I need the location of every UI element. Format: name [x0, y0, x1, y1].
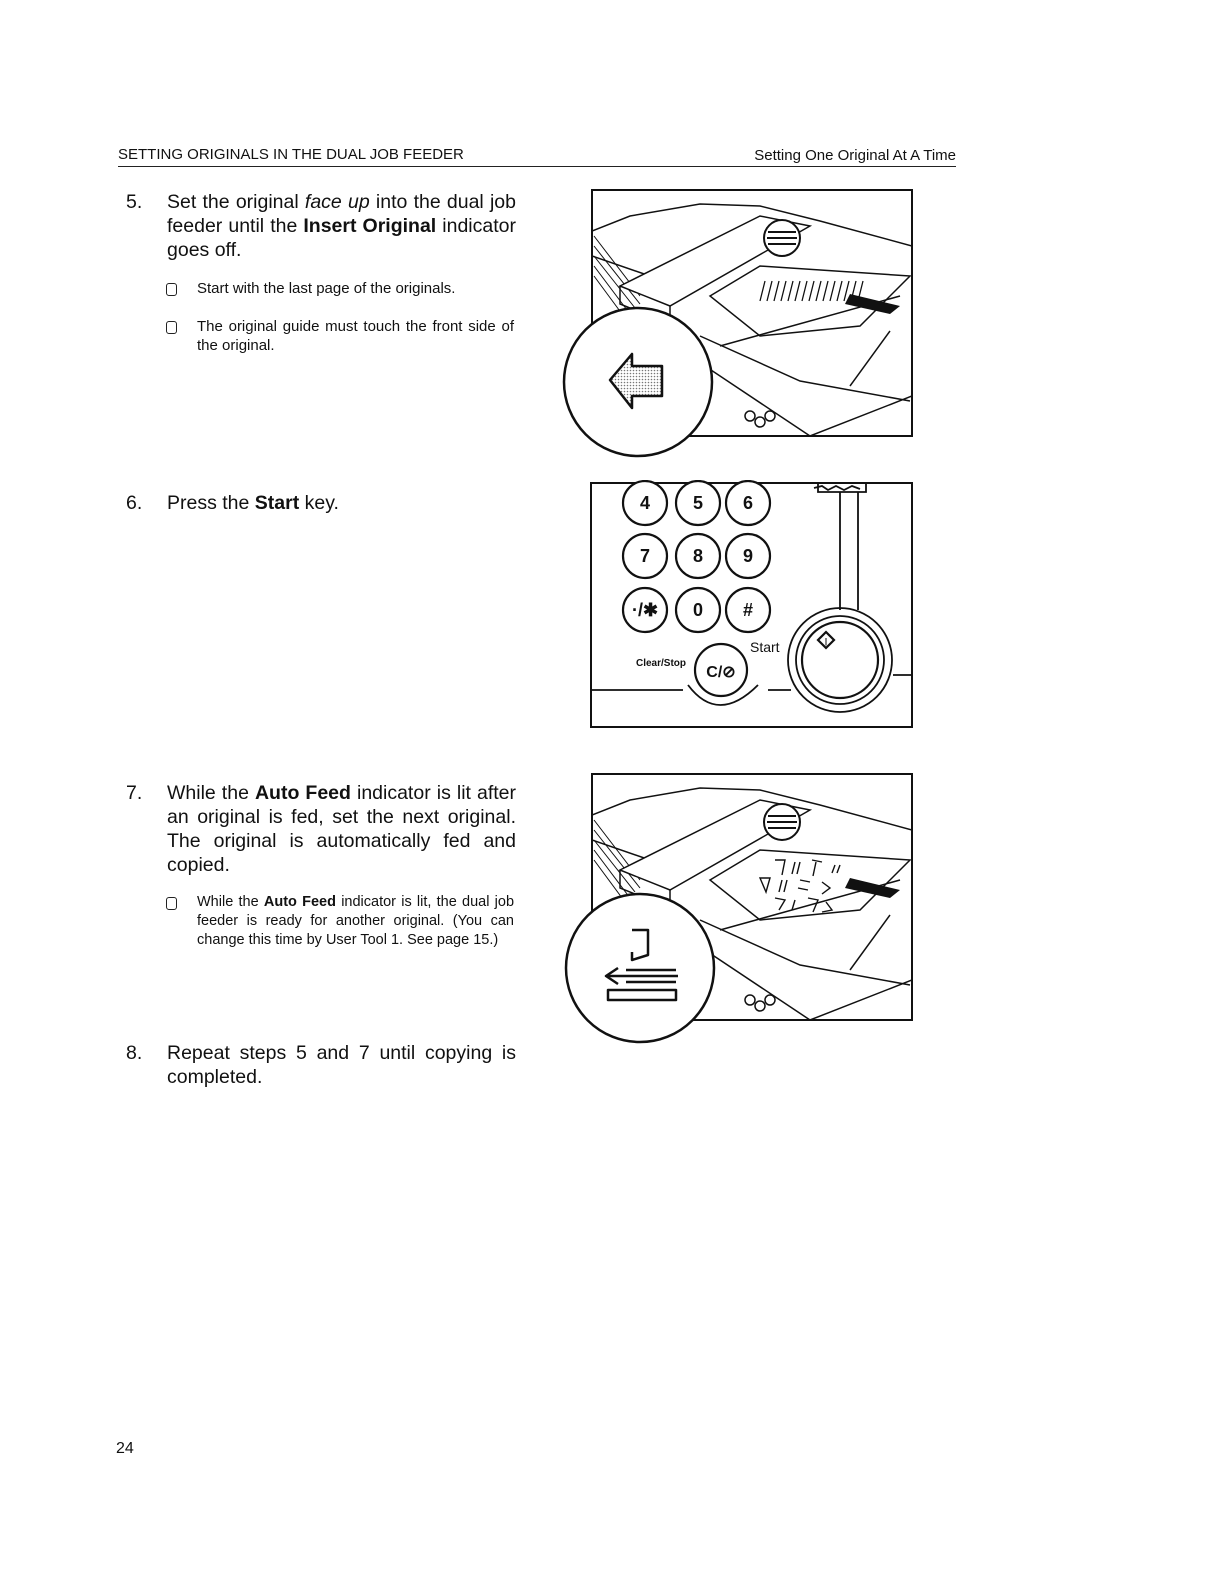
note-last-page: Start with the last page of the originals.: [166, 279, 514, 298]
running-header: [118, 146, 956, 167]
step-text: Set the original face up into the dual job feeder until the Insert Original indicator goes off.: [167, 191, 516, 261]
step-number: 7.: [126, 782, 143, 804]
key-8: 8: [692, 546, 704, 566]
feeder-insert-original-figure: [560, 186, 920, 464]
section-title: Setting One Original At A Time: [754, 147, 956, 164]
clear-stop-key: C/⊘: [706, 664, 736, 681]
note-original-guide: The original guide must touch the front side of the original.: [166, 317, 514, 355]
key-7: 7: [639, 546, 651, 566]
key-0: 0: [692, 600, 704, 620]
step-5: [126, 190, 516, 262]
checkbox-bullet-icon: [166, 321, 177, 334]
page-number: 24: [116, 1440, 134, 1457]
step-7: [126, 781, 516, 877]
key-hash: #: [742, 600, 754, 620]
key-6: 6: [742, 493, 754, 513]
start-label: Start: [750, 639, 780, 655]
feeder-auto-feed-figure: [560, 770, 920, 1048]
chapter-title: SETTING ORIGINALS IN THE DUAL JOB FEEDER: [118, 146, 464, 163]
note-auto-feed: While the Auto Feed indicator is lit, the dual job feeder is ready for another original. (You can change this time by User Tool 1. See page 15.): [166, 893, 514, 950]
clear-stop-label: Clear/Stop: [636, 658, 687, 669]
key-star: ·/✱: [631, 600, 659, 620]
step-number: 6.: [126, 492, 143, 514]
step-8: [126, 1041, 516, 1089]
svg-text:|: |: [824, 637, 828, 646]
key-5: 5: [692, 493, 704, 513]
key-4: 4: [639, 493, 651, 513]
step-6: [126, 491, 516, 515]
step-text: While the Auto Feed indicator is lit after an original is fed, set the next original. The original is automatically fed and copied.: [167, 782, 517, 876]
keypad-start-figure: [588, 480, 918, 732]
checkbox-bullet-icon: [166, 283, 177, 296]
step-number: 8.: [126, 1042, 143, 1064]
key-9: 9: [742, 546, 754, 566]
step-text: Press the Start key.: [167, 492, 339, 514]
step-text: Repeat steps 5 and 7 until copying is completed.: [167, 1042, 516, 1088]
step-number: 5.: [126, 191, 143, 213]
checkbox-bullet-icon: [166, 897, 177, 910]
